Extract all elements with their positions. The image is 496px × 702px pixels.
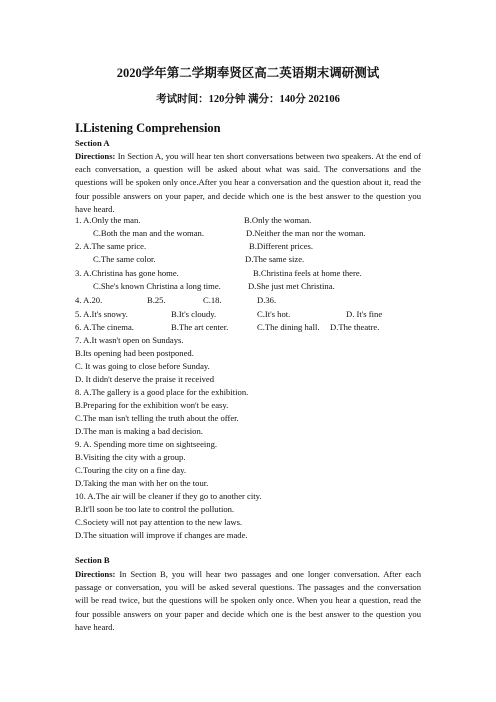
q7-option-d: D. It didn't deserve the praise it received <box>75 374 214 384</box>
directions-text: In Section B, you will hear two passages and one longer conversation. After each passage or conversation, you will be asked several questions. The passages and the conversation will be read twice, but the questions will be spoken only once. When you hear a question, read the four possible answers on your paper and decide which one is the best answer to the question you have heard. <box>75 569 421 632</box>
directions-text: In Section A, you will hear ten short conversations between two speakers. At the end of each conversation, a question will be asked about what was said. The conversations and the questions will be spoken only once.After you hear a conversation and the question about it, read the four possible answers on your paper, and decide which one is the best answer to the question you have heard. <box>75 151 421 214</box>
q7-option-c: C. It was going to close before Sunday. <box>75 361 210 371</box>
q8-option-b: B.Preparing for the exhibition won't be easy. <box>75 400 229 410</box>
q8-option-a: 8. A.The gallery is a good place for the exhibition. <box>75 387 249 397</box>
q1-option-b: B.Only the woman. <box>244 215 312 225</box>
q4-option-b: B.25. <box>147 295 166 305</box>
q10-option-c: C.Society will not pay attention to the new laws. <box>75 517 243 527</box>
q4-option-a: 4. A.20. <box>75 295 103 305</box>
section-b-directions <box>75 568 421 634</box>
q5-option-d: D. It's fine <box>346 309 383 319</box>
q9-option-b: B.Visiting the city with a group. <box>75 452 186 462</box>
q6-option-c: C.The dining hall. <box>257 322 320 332</box>
q10-option-d: D.The situation will improve if changes are made. <box>75 530 248 540</box>
section-a-label: Section A <box>75 138 110 148</box>
directions-label: Directions: <box>75 151 116 161</box>
q1-option-d: D.Neither the man nor the woman. <box>246 228 366 238</box>
q9-option-a: 9. A. Spending more time on sightseeing. <box>75 439 218 449</box>
q4-option-d: D.36. <box>257 295 277 305</box>
directions-label: Directions: <box>75 569 116 579</box>
q1-option-c: C.Both the man and the woman. <box>93 228 204 238</box>
q5-option-c: C.It's hot. <box>257 309 291 319</box>
section-b-label: Section B <box>75 555 110 565</box>
part-heading: I.Listening Comprehension <box>75 121 221 135</box>
q3-option-d: D.She just met Christina. <box>248 281 335 291</box>
q3-option-a: 3. A.Christina has gone home. <box>75 268 179 278</box>
q6-option-a: 6. A.The cinema. <box>75 322 134 332</box>
q2-option-c: C.The same color. <box>93 254 156 264</box>
exam-subtitle: 考试时间：120分钟 满分：140分 202106 <box>156 94 340 105</box>
q10-option-a: 10. A.The air will be cleaner if they go to another city. <box>75 491 262 501</box>
q9-option-d: D.Taking the man with her on the tour. <box>75 478 209 488</box>
q2-option-b: B.Different prices. <box>249 241 314 251</box>
q2-option-a: 2. A.The same price. <box>75 241 147 251</box>
section-a-directions <box>75 150 421 216</box>
q8-option-c: C.The man isn't telling the truth about the offer. <box>75 413 239 423</box>
q7-option-a: 7. A.It wasn't open on Sundays. <box>75 335 184 345</box>
q5-option-a: 5. A.It's snowy. <box>75 309 128 319</box>
q5-option-b: B.It's cloudy. <box>171 309 217 319</box>
q3-option-b: B.Christina feels at home there. <box>253 268 362 278</box>
q6-option-b: B.The art center. <box>171 322 229 332</box>
q4-option-c: C.18. <box>203 295 222 305</box>
q1-option-a: 1. A.Only the man. <box>75 215 141 225</box>
q7-option-b: B.Its opening had been postponed. <box>75 348 194 358</box>
q2-option-d: D.The same size. <box>245 254 305 264</box>
q10-option-b: B.It'll soon be too late to control the pollution. <box>75 504 235 514</box>
exam-title: 2020学年第二学期奉贤区高二英语期末调研测试 <box>116 66 380 80</box>
q9-option-c: C.Touring the city on a fine day. <box>75 465 187 475</box>
q3-option-c: C.She's known Christina a long time. <box>93 281 221 291</box>
q8-option-d: D.The man is making a bad decision. <box>75 426 203 436</box>
q6-option-d: D.The theatre. <box>330 322 380 332</box>
